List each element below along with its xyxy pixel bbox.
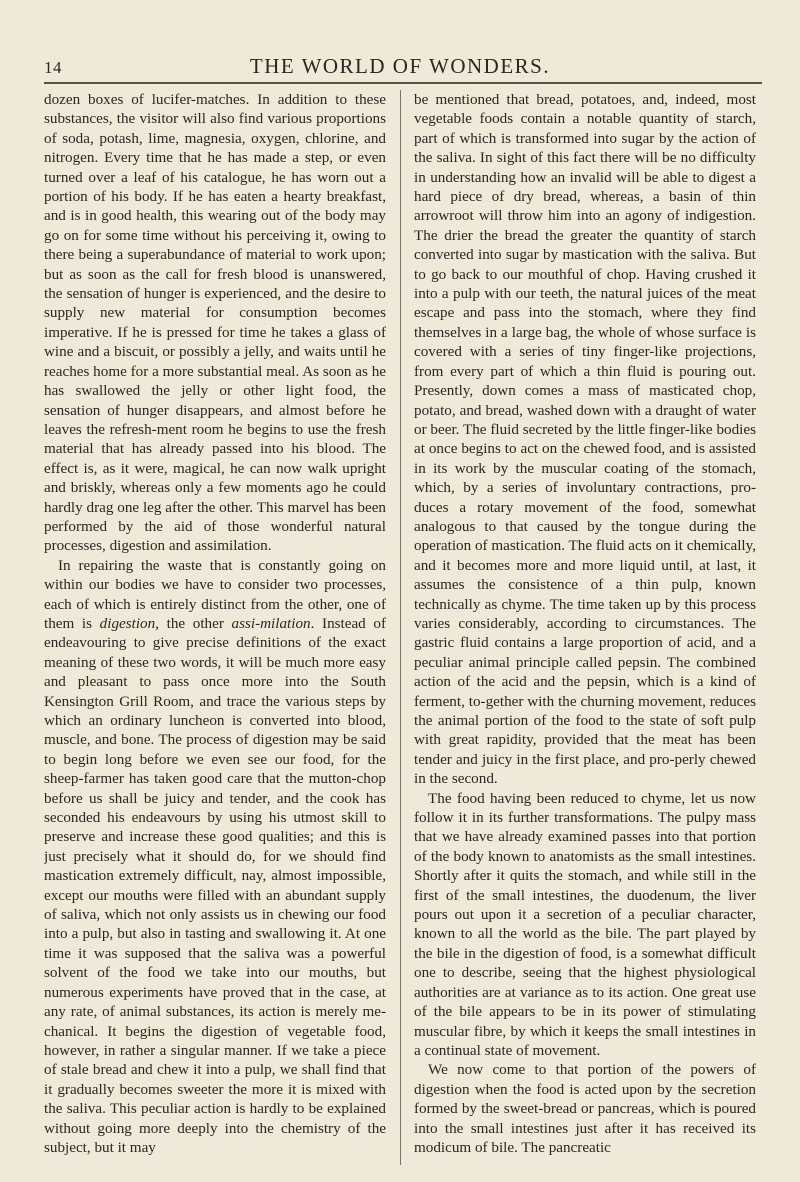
paragraph: dozen boxes of lucifer-matches. In addition to these substances, the visitor will also find various proportions of soda, potash, lime, magnesia, oxygen, chlorine, and nitrogen. Every time that he has made a step, or even turned over a leaf of his catalogue, he has worn out a portion of his body. If he has eaten a hearty breakfast, and is in good health, this wearing out of the body may go on for some time without his perceiving it, owing to there being a superabundance of material to work upon; but as soon as the call for fresh blood is unanswered, the sensation of hunger is experienced, and the desire to supply new material for consumption becomes imperative. If he is pressed for time he takes a glass of wine and a biscuit, or possibly a jelly, and waits until he reaches home for a more substantial meal. As soon as he has swallowed the jelly or other light food, the sensation of hunger disappears, and almost before he leaves the refresh-ment room he begins to use the fresh material that has already passed into his blood. The effect is, as it were, magical, he can now walk upright and briskly, whereas only a few moments ago he could hardly drag one leg after the other. This marvel has been performed by the aid of those wonderful natural processes, digestion and assimilation. <box>44 91 386 555</box>
paragraph-text: . Instead of endeavouring to give precise definitions of the exact meaning of these two words, it will be much more easy and pleasant to pass once more into the South Kensington Grill Room, and trace the various steps by which an ordinary luncheon is converted into blood, muscle, and bone. The process of digestion may be said to begin long before we even see our food, for the sheep-farmer has taken good care that the mutton-chop before us shall be juicy and tender, and the cook has seconded his endeavours by using his utmost skill to preserve and increase these good qualities; and this is just precisely what it should do, for we should find mastication extremely difficult, nay, almost impossible, except our mouths were filled with an abundant supply of saliva, which not only assists us in chewing our food into a pulp, but also in tasting and swallowing it. At one time it was supposed that the saliva was a powerful solvent of the food we take into our mouths, but numerous experiments have proved that in the case, at any rate, of animal substances, its action is merely me-chanical. It begins the digestion of vegetable food, however, in rather a singular manner. If we take a piece of stale bread and chew it into a pulp, we shall find that it gradually becomes sweeter the more it is mixed with the saliva. This peculiar action is hardly to be explained without going more deeply into the chemistry of the subject, but it may <box>44 614 386 1156</box>
column-divider <box>400 90 401 1165</box>
right-column <box>414 90 756 1170</box>
italic-term-assimilation: assi-milation <box>231 614 311 632</box>
italic-term-digestion: digestion <box>99 614 156 632</box>
paragraph: be mentioned that bread, potatoes, and, indeed, most vegetable foods contain a notable quantity of starch, part of which is transformed into sugar by the action of the saliva. In sight of this fact there will be no difficulty in understanding how an invalid will be able to digest a hard piece of dry bread, whereas, a basin of thin arrowroot will throw him into an agony of indigestion. The drier the bread the greater the quantity of starch converted into sugar by mastication with the saliva. But to go back to our mouthful of chop. Having crushed it into a pulp with our teeth, the natural juices of the meat escape and pass into the stomach, where they find themselves in a large bag, the whole of whose surface is covered with a series of tiny finger-like projections, from every part of which a thin fluid is pouring out. Presently, down comes a mass of masticated chop, potato, and bread, washed down with a draught of water or beer. The fluid secreted by the little finger-like bodies at once begins to act on the chewed food, and is assisted in its work by the muscular coating of the stomach, which, by a series of involuntary contractions, pro-duces a rotary movement of the food, somewhat analogous to that caused by the tongue during the operation of mastication. The fluid acts on it chemically, and it becomes more and more liquid until, at last, it assumes the consistence of a thin pulp, known technically as chyme. The time taken up by this process varies considerably, according to circumstances. The gastric fluid contains a large proportion of acid, and a peculiar animal principle called pepsin. The combined action of the acid and the pepsin, which is a kind of ferment, to-gether with the churning movement, reduces the animal portion of the food to the state of soft pulp with great rapidity, provided that the meat has been tender and juicy in the first place, and pro-perly chewed in the second. <box>414 91 756 788</box>
left-column <box>44 90 386 1170</box>
page-number: 14 <box>44 58 62 77</box>
paragraph-text: , the other <box>155 614 232 632</box>
paragraph: We now come to that portion of the powers of digestion when the food is acted upon by the secretion formed by the sweet-bread or pancreas, which is poured into the small intestines just after it has received its modicum of bile. The pancreatic <box>414 1061 756 1156</box>
text-columns <box>44 90 762 1170</box>
paragraph-text: In repairing the waste that is constantly going on within our bodies we have to consider two processes, each of which is entirely distinct from the other, one of them is <box>44 556 386 632</box>
running-title: THE WORLD OF WONDERS. <box>249 54 551 78</box>
paragraph <box>44 556 386 1158</box>
header-rule <box>44 82 762 84</box>
paragraph: The food having been reduced to chyme, let us now follow it in its further transformations. The pulpy mass that we have already examined passes into that portion of the body known to anatomists as the small intestines. Shortly after it quits the stomach, and while still in the first of the small intestines, the duodenum, the liver pours out upon it a secretion of a peculiar character, known to all the world as the bile. The part played by the bile in the digestion of food, is a somewhat difficult one to describe, seeing that the highest physiological authorities are at variance as to its action. One great use of the bile appears to be in its power of stimulating muscular fibre, by which it keeps the small intestines in a continual state of movement. <box>414 789 756 1059</box>
